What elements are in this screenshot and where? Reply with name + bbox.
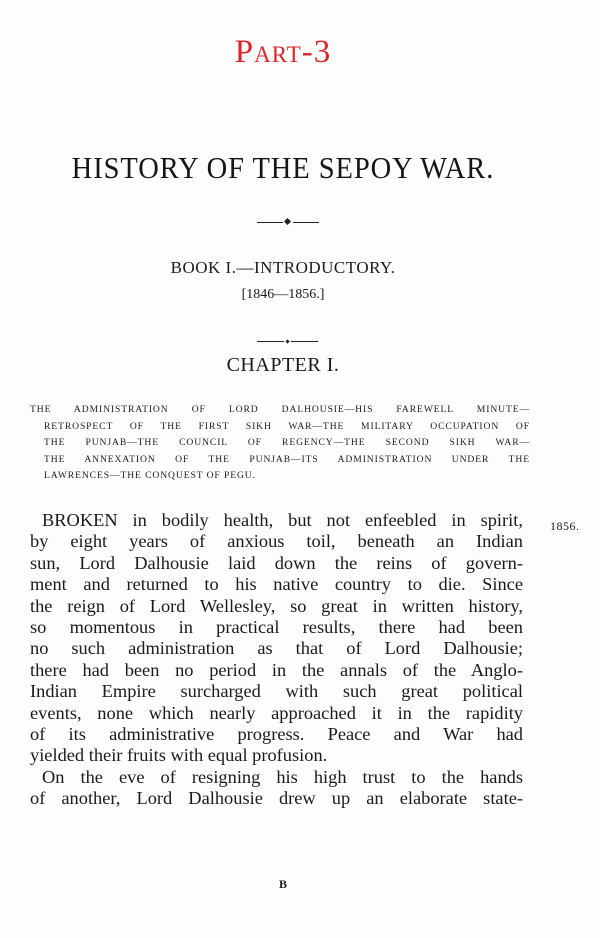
book-heading: BOOK I.—INTRODUCTORY. (170, 258, 396, 277)
summary-line: THE ANNEXATION OF THE PUNJAB—ITS ADMINISTRATION UNDER THE (44, 453, 530, 465)
summary-line: LAWRENCES—THE CONQUEST OF PEGU. (44, 470, 256, 481)
body-line: yielded their fruits with equal profusion. (30, 745, 328, 766)
body-line: by eight years of anxious toil, beneath an Indian (30, 531, 523, 552)
body-line: ment and returned to his native country to die. Since (30, 574, 523, 595)
ornamental-divider (257, 218, 319, 228)
chapter-heading: CHAPTER I. (226, 354, 340, 376)
body-line: no such administration as that of Lord Dalhousie; (30, 638, 523, 659)
body-line: the reign of Lord Wellesley, so great in written history, (30, 595, 523, 616)
body-line: BROKEN in bodily health, but not enfeebled in spirit, (42, 510, 523, 530)
signature-mark: B (278, 877, 287, 891)
summary-line: RETROSPECT OF THE FIRST SIKH WAR—THE MILITARY OCCUPATION OF (44, 420, 530, 432)
body-line: events, none which nearly approached it in the rapidity (30, 702, 523, 723)
body-line: sun, Lord Dalhousie laid down the reins of govern- (30, 552, 523, 573)
chapter-summary (30, 402, 530, 485)
body-text (30, 510, 523, 810)
body-line: On the eve of resigning his high trust to the hands (42, 766, 523, 787)
summary-line: THE ADMINISTRATION OF LORD DALHOUSIE—HIS FAREWELL MINUTE— (30, 404, 530, 415)
part-label: Part-3 (234, 34, 332, 70)
margin-date: 1856. (550, 519, 580, 533)
date-range: [1846—1856.] (241, 287, 325, 302)
dot-ornament-icon (285, 339, 289, 343)
ornamental-divider (257, 337, 319, 347)
book-title: HISTORY OF THE SEPOY WAR. (71, 150, 495, 185)
body-line: so momentous in practical results, there had been (30, 617, 523, 638)
summary-line: THE PUNJAB—THE COUNCIL OF REGENCY—THE SECOND SIKH WAR— (44, 437, 530, 448)
body-line: of its administrative progress. Peace and War had (30, 724, 523, 745)
body-line: Indian Empire surcharged with such great political (30, 681, 523, 702)
body-line: there had been no period in the annals of the Anglo- (30, 659, 523, 680)
body-line: of another, Lord Dalhousie drew up an elaborate state- (30, 788, 523, 809)
diamond-ornament-icon (284, 218, 291, 225)
